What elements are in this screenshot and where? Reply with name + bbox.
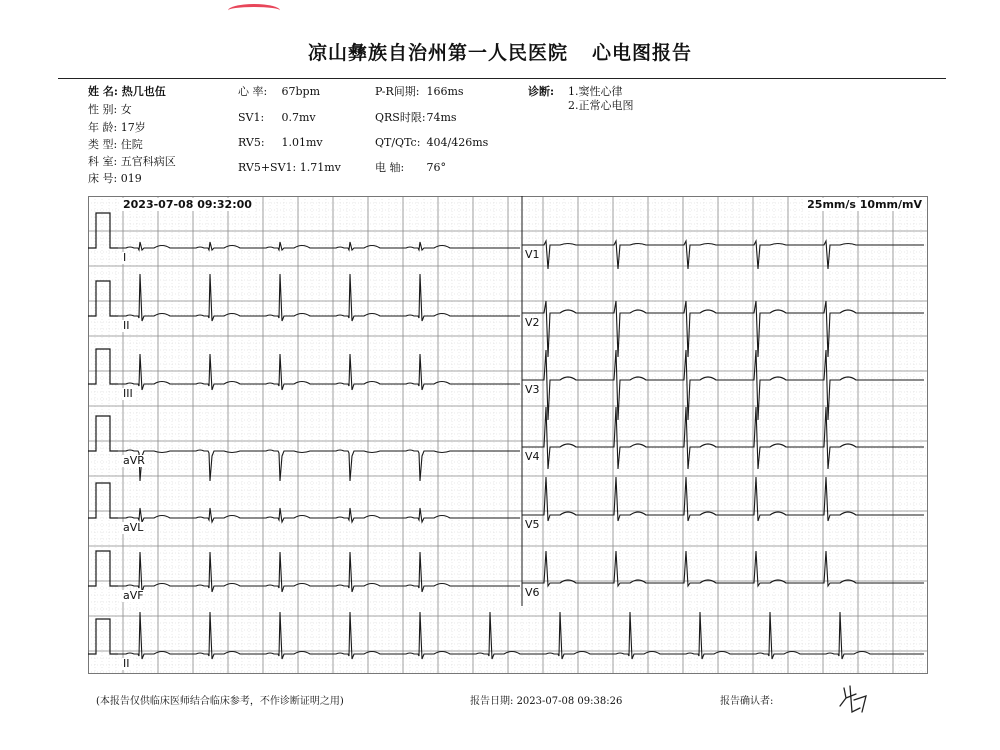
lead-label-v4: V4 [525,450,540,463]
qt-row [375,137,488,149]
age-label: 年 龄: [88,121,118,134]
name-label: 姓 名: [88,85,118,98]
trace-left-6 [118,612,924,659]
type-label: 类 型: [88,138,118,151]
trace-right-3 [522,407,924,469]
pr-value: 166ms [426,85,464,98]
calibration-pulse [88,281,118,316]
rv5-row [238,137,323,149]
lead-label-ii-rhythm: II [123,657,130,670]
lead-label-avf: aVF [123,589,144,602]
patient-name: 热几也伍 [121,85,166,98]
signature [836,682,876,718]
rv5-label: RV5: [238,136,265,149]
report-date: 2023-07-08 09:38:26 [516,696,623,707]
report-date-label: 报告日期: [470,696,514,707]
calibration-pulse [88,483,118,518]
trace-right-4 [522,477,924,521]
lead-label-v2: V2 [525,316,540,329]
qrs-label: QRS时限: [375,111,426,124]
lead-label-v5: V5 [525,518,540,531]
axis-label: 电 轴: [375,161,405,174]
patient-dept: 五官科病区 [120,155,176,168]
patient-type-row [88,139,143,151]
lead-label-avr: aVR [123,454,145,467]
patient-name-row [88,86,166,98]
diagnosis-item-2: 2.正常心电图 [568,99,634,112]
patient-type: 住院 [120,138,143,151]
grid-major [88,196,928,674]
qrs-value: 74ms [426,111,457,124]
disclaimer: (本报告仅供临床医师结合临床参考，不作诊断证明之用) [96,696,344,707]
heart-rate: 67bpm [281,85,321,98]
lead-label-v1: V1 [525,248,540,261]
trace-right-2 [522,350,924,420]
red-edge-mark [228,4,280,17]
lead-label-avl: aVL [123,521,144,534]
qt-value: 404/426ms [426,136,489,149]
paper-speed-gain: 25mm/s 10mm/mV [807,198,922,211]
patient-sex: 女 [120,103,132,116]
hr-label: 心 率: [238,85,268,98]
sv1-label: SV1: [238,111,265,124]
pr-label: P-R间期: [375,85,420,98]
rv5-sv1-row [238,162,341,174]
rv5-value: 1.01mv [281,136,323,149]
sv1-row [238,112,316,124]
pr-row [375,86,464,98]
patient-bed: 019 [120,172,142,185]
axis-value: 76° [426,161,446,174]
qrs-row [375,112,457,124]
bed-label: 床 号: [88,172,118,185]
sv1-value: 0.7mv [281,111,316,124]
ecg-grid [88,196,928,674]
calibration-pulse [88,349,118,384]
report-type: 心电图报告 [592,42,693,64]
qt-label: QT/QTc: [375,136,421,149]
sum-label: RV5+SV1: [238,161,297,174]
trace-left-0 [118,242,520,250]
patient-dept-row [88,156,176,168]
axis-row [375,162,446,174]
report-title [0,38,1000,65]
sex-label: 性 别: [88,103,118,116]
patient-sex-row [88,104,132,116]
ecg-strip [88,196,928,674]
confirm-label: 报告确认者: [720,696,774,707]
calibration-pulse [88,619,118,654]
trace-right-0 [522,241,924,269]
lead-label-iii: III [123,387,133,400]
trace-left-2 [118,354,520,390]
patient-bed-row [88,173,142,185]
diagnosis-item-1: 1.窦性心律 [568,85,623,98]
recording-timestamp: 2023-07-08 09:32:00 [123,198,252,211]
diagnosis-label: 诊断: [528,85,555,98]
dept-label: 科 室: [88,155,118,168]
report-date-row [470,692,622,707]
heart-rate-row [238,86,320,98]
calibration-pulse [88,213,118,248]
patient-age: 17岁 [120,121,146,134]
calibration-pulse [88,416,118,451]
lead-label-ii: II [123,319,130,332]
trace-right-1 [522,301,924,357]
hospital-name: 凉山彝族自治州第一人民医院 [307,42,568,64]
lead-label-v3: V3 [525,383,540,396]
lead-label-v6: V6 [525,586,540,599]
rv5-sv1-value: 1.71mv [299,161,341,174]
lead-label-i: I [123,251,127,264]
header-divider [58,78,946,79]
patient-age-row [88,122,146,134]
